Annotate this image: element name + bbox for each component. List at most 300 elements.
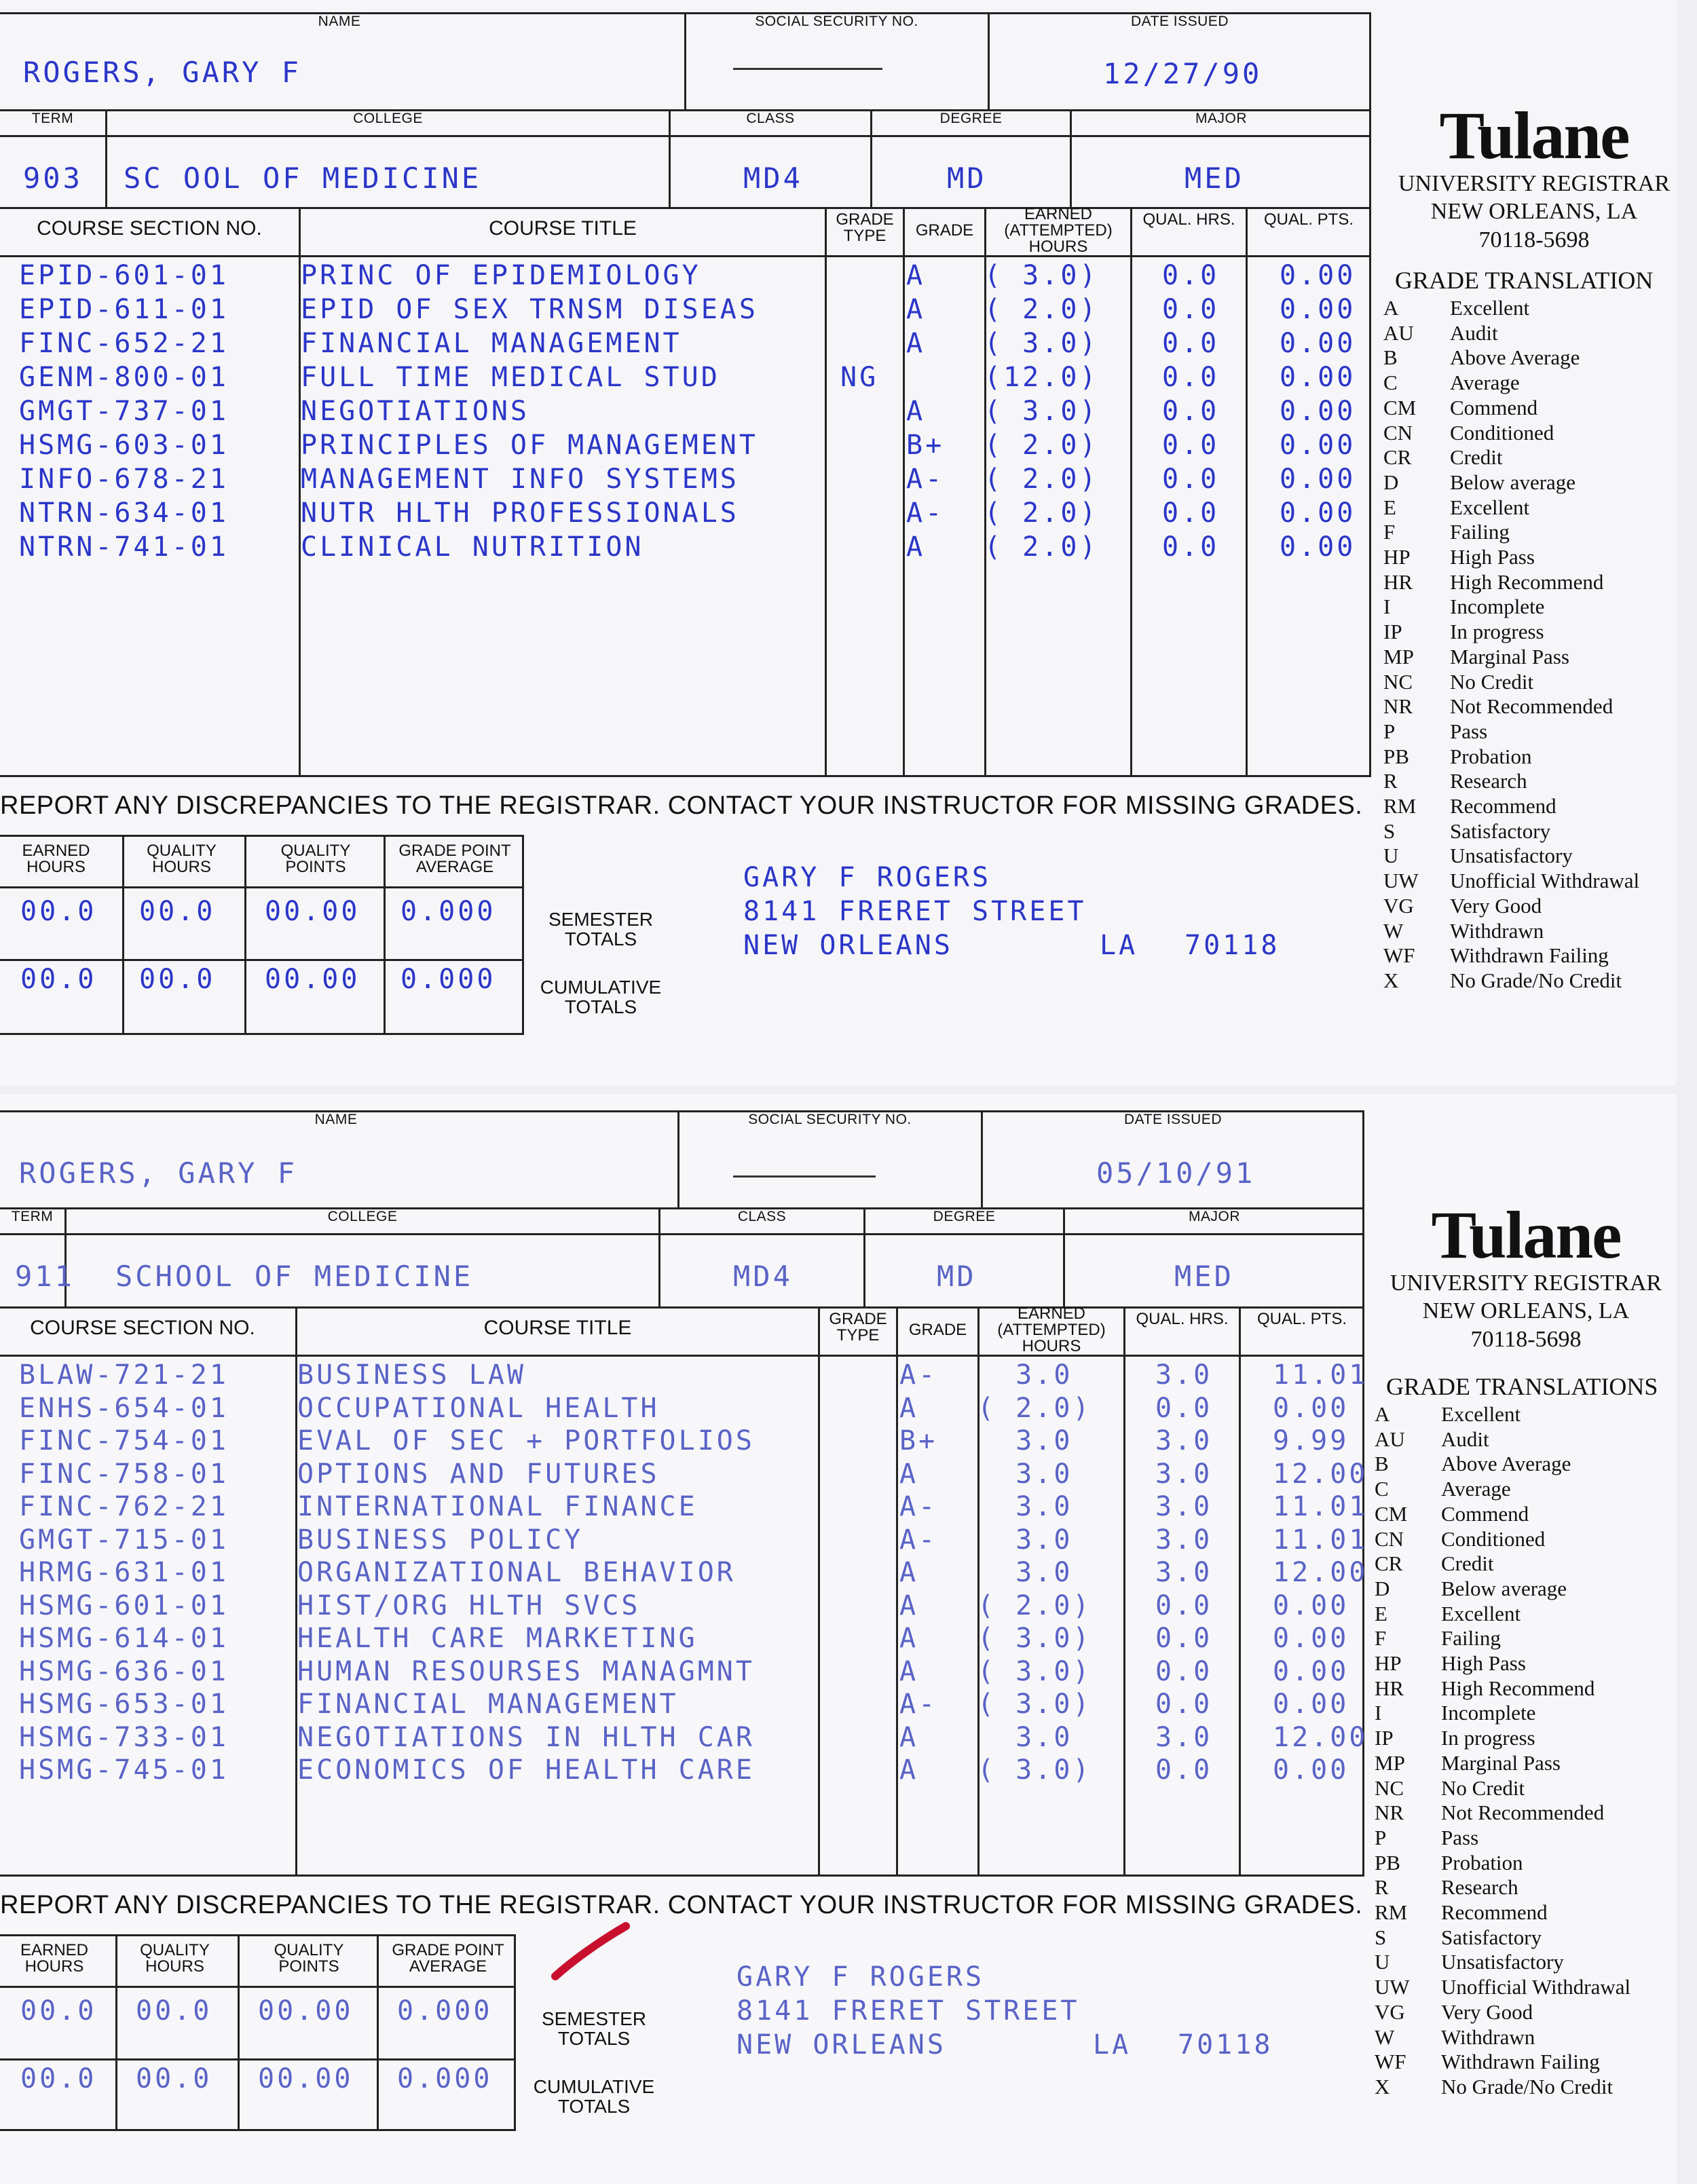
course-grade-type: NG	[840, 362, 879, 393]
grade-meaning: High Recommend	[1441, 1676, 1595, 1700]
grade-translation-item	[1375, 1726, 1630, 1751]
zip-line: 70118-5698	[1470, 1326, 1582, 1352]
zip-line: 70118-5698	[1478, 227, 1590, 252]
grade-code: NR	[1383, 694, 1413, 719]
course-hours: ( 3.0)	[977, 1754, 1092, 1786]
course-qp: 0.00	[1273, 1589, 1349, 1621]
grade-translation-item	[1375, 1851, 1630, 1876]
course-qp: 11.01	[1273, 1491, 1368, 1522]
course-hours: ( 3.0)	[984, 260, 1099, 291]
grade-translation-item	[1375, 1950, 1630, 1975]
course-hours: 3.0	[977, 1524, 1073, 1556]
course-section: NTRN-741-01	[19, 531, 229, 563]
grade-code: RM	[1375, 1900, 1408, 1925]
grade-meaning: Commend	[1450, 395, 1538, 419]
grade-meaning: Very Good	[1441, 1999, 1533, 2024]
semester-qh: 00.0	[136, 1995, 212, 2027]
course-qp: 12.00	[1273, 1557, 1368, 1588]
grade-translation-item	[1375, 1826, 1630, 1851]
course-hours: 3.0	[977, 1491, 1073, 1522]
grade-translation-item	[1383, 794, 1639, 819]
grade-meaning: Excellent	[1450, 495, 1530, 519]
course-hours: ( 2.0)	[984, 497, 1099, 529]
grade-meaning: Credit	[1441, 1551, 1494, 1576]
grade-meaning: Not Recommended	[1450, 694, 1614, 719]
semester-qh: 00.0	[139, 896, 216, 927]
course-qp: 0.00	[1273, 1623, 1349, 1654]
grade-meaning: Unsatisfactory	[1441, 1950, 1564, 1974]
grade-code: CN	[1375, 1526, 1404, 1551]
grade-meaning: Recommend	[1450, 794, 1556, 818]
course-section: NTRN-634-01	[19, 497, 229, 529]
course-hours: (12.0)	[984, 362, 1099, 393]
grade-meaning: No Credit	[1450, 669, 1534, 694]
grade-meaning: Commend	[1441, 1501, 1529, 1526]
course-qp: 0.00	[1273, 1655, 1349, 1687]
grade-meaning: Research	[1441, 1875, 1518, 1900]
grade-translation-item	[1375, 2050, 1630, 2075]
major-label: MAJOR	[1189, 1209, 1240, 1224]
address-line1: GARY F ROGERS	[743, 862, 992, 893]
city-line: NEW ORLEANS, LA	[1422, 1298, 1630, 1324]
course-qh: 3.0	[1155, 1425, 1213, 1456]
grade-translation-item	[1383, 919, 1639, 944]
grade-code: U	[1383, 844, 1399, 868]
grade-code: C	[1383, 371, 1398, 395]
grade-code: P	[1375, 1825, 1387, 1849]
course-grade: A	[899, 1589, 919, 1621]
course-qh: 0.0	[1155, 1689, 1213, 1720]
grade-translation-item	[1375, 1577, 1630, 1602]
grade-code: X	[1383, 968, 1399, 992]
course-qh: 0.0	[1162, 531, 1220, 563]
course-section: FINC-758-01	[19, 1458, 229, 1490]
grade-translation-item	[1383, 645, 1639, 670]
course-section: EPID-601-01	[19, 260, 229, 291]
course-qh: 0.0	[1155, 1623, 1213, 1654]
term-label: TERM	[31, 111, 74, 126]
grade-meaning: Marginal Pass	[1441, 1750, 1561, 1775]
grade-code: U	[1375, 1950, 1390, 1974]
course-title: PRINC OF EPIDEMIOLOGY	[301, 260, 701, 291]
grade-code: D	[1375, 1576, 1390, 1600]
grade-translation-item	[1375, 1651, 1630, 1676]
course-qp: 0.00	[1280, 464, 1356, 495]
course-title: ORGANIZATIONAL BEHAVIOR	[297, 1557, 736, 1588]
course-qh: 0.0	[1162, 396, 1220, 427]
course-qp: 0.00	[1280, 396, 1356, 427]
grade-translation-list	[1375, 1402, 1630, 2100]
course-grade: A-	[899, 1359, 938, 1391]
grade-translation-item	[1375, 1701, 1630, 1726]
grade-report-card-2	[0, 1094, 1677, 2184]
course-hours: 3.0	[977, 1425, 1073, 1456]
grade-code: B	[1383, 345, 1398, 370]
registrar-line: UNIVERSITY REGISTRAR	[1398, 171, 1671, 196]
course-title: OPTIONS AND FUTURES	[297, 1458, 660, 1490]
grade-code: A	[1375, 1402, 1390, 1426]
course-qh: 3.0	[1155, 1557, 1213, 1588]
course-qh: 0.0	[1155, 1655, 1213, 1687]
course-qh: 3.0	[1155, 1359, 1213, 1391]
course-qp: 0.00	[1273, 1754, 1349, 1786]
grade-meaning: Excellent	[1441, 1601, 1521, 1625]
course-section: GENM-800-01	[19, 362, 229, 393]
grade-code: CR	[1375, 1551, 1403, 1576]
course-grade: A	[906, 396, 926, 427]
grade-meaning: Credit	[1450, 445, 1503, 470]
grade-translation-item	[1383, 321, 1639, 346]
grade-meaning: Below average	[1441, 1576, 1567, 1600]
course-qp: 0.00	[1273, 1689, 1349, 1720]
tulane-logo: Tulane	[1431, 1197, 1621, 1273]
grade-code: CR	[1383, 445, 1412, 470]
grade-translation-item	[1383, 296, 1639, 321]
grade-translation-item	[1375, 1402, 1630, 1427]
grade-meaning: Unofficial Withdrawal	[1450, 869, 1640, 893]
grade-meaning: Unofficial Withdrawal	[1441, 1975, 1631, 1999]
course-title: INTERNATIONAL FINANCE	[297, 1491, 698, 1522]
grade-code: CM	[1383, 395, 1417, 419]
grade-code: IP	[1375, 1726, 1394, 1750]
ssn-redacted	[733, 1175, 876, 1178]
discrepancy-notice: REPORT ANY DISCREPANCIES TO THE REGISTRAR. CONTACT YOUR INSTRUCTOR FOR MISSING GRADES.	[0, 791, 1363, 820]
course-title: BUSINESS LAW	[297, 1359, 526, 1391]
grade-meaning: Average	[1441, 1477, 1511, 1501]
cumulative-totals-label: CUMULATIVE TOTALS	[533, 2076, 655, 2117]
date-issued: 12/27/90	[1103, 57, 1263, 90]
course-section: BLAW-721-21	[19, 1359, 229, 1391]
col-grade-type: GRADE TYPE	[836, 210, 894, 245]
course-qp: 12.00	[1273, 1458, 1368, 1490]
course-title: FINANCIAL MANAGEMENT	[301, 328, 682, 359]
course-section: INFO-678-21	[19, 464, 229, 495]
course-hours: ( 2.0)	[977, 1392, 1092, 1424]
cumulative-qh: 00.0	[136, 2063, 212, 2094]
col-grade: GRADE	[915, 221, 974, 240]
course-qh: 0.0	[1162, 260, 1220, 291]
semester-gpa: 0.000	[397, 1995, 493, 2027]
grade-meaning: Probation	[1450, 744, 1532, 768]
major: MED	[1185, 162, 1244, 195]
course-hours: ( 3.0)	[984, 396, 1099, 427]
grade-translation-item	[1383, 719, 1639, 745]
semester-totals-label: SEMESTER TOTALS	[548, 909, 654, 950]
grade-code: PB	[1375, 1850, 1400, 1875]
course-qh: 0.0	[1155, 1392, 1213, 1424]
grade-meaning: Satisfactory	[1441, 1925, 1542, 1949]
course-hours: ( 2.0)	[977, 1589, 1092, 1621]
course-qp: 0.00	[1280, 362, 1356, 393]
course-grade: A-	[899, 1491, 938, 1522]
ssn-label: SOCIAL SECURITY NO.	[755, 14, 918, 29]
grade-meaning: No Grade/No Credit	[1450, 968, 1622, 992]
college-label: COLLEGE	[327, 1209, 398, 1224]
course-grade: A	[899, 1721, 919, 1753]
course-hours: ( 2.0)	[984, 294, 1099, 325]
grade-code: I	[1375, 1701, 1382, 1725]
grade-code: F	[1383, 520, 1396, 544]
grade-translation-item	[1375, 2025, 1630, 2050]
grade-code: MP	[1375, 1750, 1405, 1775]
course-qp: 0.00	[1280, 430, 1356, 461]
date-issued-label: DATE ISSUED	[1124, 1112, 1222, 1127]
semester-earned: 00.0	[20, 896, 97, 927]
grade-meaning: Incomplete	[1441, 1701, 1536, 1725]
course-section: HSMG-745-01	[19, 1754, 229, 1786]
grade-translation-item	[1383, 520, 1639, 545]
course-title: PRINCIPLES OF MANAGEMENT	[301, 430, 758, 461]
grade-translation-item	[1383, 345, 1639, 371]
grade-code: UW	[1375, 1975, 1410, 1999]
grade-code: PB	[1383, 744, 1409, 768]
grade-translation-item	[1375, 1477, 1630, 1502]
course-section: FINC-652-21	[19, 328, 229, 359]
name-label: NAME	[318, 14, 361, 29]
course-title: HEALTH CARE MARKETING	[297, 1623, 698, 1654]
course-qh: 3.0	[1155, 1458, 1213, 1490]
course-qh: 0.0	[1155, 1589, 1213, 1621]
grade-meaning: Satisfactory	[1450, 818, 1551, 843]
grade-translation-item	[1383, 495, 1639, 521]
course-section: HSMG-636-01	[19, 1655, 229, 1687]
totals-qp-label: QUALITY POINTS	[274, 1941, 344, 1976]
course-qp: 0.00	[1280, 531, 1356, 563]
cumulative-gpa: 0.000	[400, 964, 496, 995]
course-grade: A	[899, 1754, 919, 1786]
grade-translation-item	[1383, 819, 1639, 844]
course-qp: 9.99	[1273, 1425, 1349, 1456]
grade-meaning: In progress	[1450, 620, 1544, 644]
grade-meaning: Marginal Pass	[1450, 644, 1569, 669]
grade-code: P	[1383, 719, 1396, 743]
course-qh: 0.0	[1162, 294, 1220, 325]
grade-code: R	[1375, 1875, 1389, 1900]
address-city: NEW ORLEANS	[743, 930, 953, 961]
grade-translation-item	[1375, 1875, 1630, 1900]
course-qh: 3.0	[1155, 1721, 1213, 1753]
address-zip: 70118	[1178, 2029, 1273, 2060]
grade-code: C	[1375, 1477, 1389, 1501]
grade-translation-item	[1383, 595, 1639, 620]
course-grade: A-	[899, 1689, 938, 1720]
course-title: CLINICAL NUTRITION	[301, 531, 644, 563]
grade-meaning: No Credit	[1441, 1775, 1525, 1800]
course-section: ENHS-654-01	[19, 1392, 229, 1424]
grade-meaning: Not Recommended	[1441, 1801, 1605, 1825]
address-state: LA	[1100, 930, 1138, 961]
discrepancy-notice: REPORT ANY DISCREPANCIES TO THE REGISTRAR. CONTACT YOUR INSTRUCTOR FOR MISSING GRADES.	[0, 1891, 1363, 1919]
course-title: NEGOTIATIONS IN HLTH CAR	[297, 1721, 755, 1753]
grade-translation-item	[1375, 1452, 1630, 1477]
cumulative-totals-label: CUMULATIVE TOTALS	[540, 977, 662, 1018]
course-grade: A-	[906, 497, 945, 529]
course-hours: 3.0	[977, 1557, 1073, 1588]
class: MD4	[733, 1260, 793, 1293]
course-qp: 0.00	[1280, 294, 1356, 325]
registrar-line: UNIVERSITY REGISTRAR	[1390, 1270, 1662, 1296]
course-qp: 0.00	[1280, 328, 1356, 359]
grade-code: HP	[1383, 545, 1411, 569]
ssn-redacted	[733, 68, 882, 70]
grade-translation-item	[1383, 570, 1639, 595]
semester-totals-label: SEMESTER TOTALS	[541, 2008, 647, 2050]
course-grade: A-	[906, 464, 945, 495]
cumulative-gpa: 0.000	[397, 2063, 493, 2094]
col-grade-type: GRADE TYPE	[829, 1310, 887, 1344]
course-qp: 0.00	[1280, 497, 1356, 529]
college: SC OOL OF MEDICINE	[124, 162, 482, 195]
term: 903	[23, 162, 83, 195]
grade-translation-item	[1383, 745, 1639, 770]
grade-translation-item	[1375, 1427, 1630, 1452]
address-line1: GARY F ROGERS	[736, 1961, 985, 1993]
col-qual-hrs: QUAL. HRS.	[1142, 210, 1235, 229]
grade-code: HP	[1375, 1651, 1402, 1676]
course-grade: A	[899, 1623, 919, 1654]
grade-code: NC	[1383, 669, 1413, 694]
semester-qp: 00.00	[265, 896, 360, 927]
grade-translation-item	[1375, 1801, 1630, 1826]
grade-meaning: Withdrawn	[1441, 2025, 1535, 2049]
grade-meaning: Recommend	[1441, 1900, 1548, 1925]
course-hours: 3.0	[977, 1359, 1073, 1391]
course-qh: 0.0	[1155, 1754, 1213, 1786]
class: MD4	[743, 162, 803, 195]
grade-translation-item	[1383, 769, 1639, 794]
grade-meaning: Below average	[1450, 470, 1576, 494]
address-line2: 8141 FRERET STREET	[743, 896, 1087, 927]
grade-translation-item	[1383, 694, 1639, 719]
grade-translation-item	[1383, 445, 1639, 470]
course-section: GMGT-737-01	[19, 396, 229, 427]
course-section: GMGT-715-01	[19, 1524, 229, 1556]
col-earned: EARNED (ATTEMPTED) HOURS	[997, 1304, 1106, 1355]
course-title: NUTR HLTH PROFESSIONALS	[301, 497, 739, 529]
grade-code: B	[1375, 1452, 1389, 1476]
course-title: BUSINESS POLICY	[297, 1524, 584, 1556]
course-title: OCCUPATIONAL HEALTH	[297, 1392, 660, 1424]
grade-code: S	[1383, 818, 1396, 843]
grade-meaning: Withdrawn Failing	[1441, 2050, 1600, 2074]
cumulative-earned: 00.0	[20, 2063, 97, 2094]
course-section: HSMG-601-01	[19, 1589, 229, 1621]
course-title: FULL TIME MEDICAL STUD	[301, 362, 720, 393]
totals-gpa-label: GRADE POINT AVERAGE	[398, 842, 511, 876]
grade-translation-item	[1375, 1925, 1630, 1951]
grade-code: AU	[1375, 1427, 1405, 1451]
address-state: LA	[1093, 2029, 1132, 2060]
course-title: NEGOTIATIONS	[301, 396, 529, 427]
grade-meaning: Above Average	[1441, 1452, 1571, 1476]
major-label: MAJOR	[1195, 111, 1247, 126]
course-section: HSMG-603-01	[19, 430, 229, 461]
grade-meaning: Incomplete	[1450, 595, 1545, 619]
major: MED	[1174, 1260, 1234, 1293]
totals-earned-label: EARNED HOURS	[22, 842, 90, 876]
city-line: NEW ORLEANS, LA	[1430, 199, 1638, 225]
grade-code: WF	[1383, 943, 1415, 968]
grade-code: CN	[1383, 420, 1413, 445]
col-qual-hrs: QUAL. HRS.	[1136, 1310, 1229, 1328]
grade-meaning: Very Good	[1450, 893, 1542, 918]
address-zip: 70118	[1185, 930, 1280, 961]
course-qh: 3.0	[1155, 1491, 1213, 1522]
grade-meaning: In progress	[1441, 1726, 1535, 1750]
course-grade: B+	[899, 1425, 938, 1456]
tulane-branding	[1378, 98, 1677, 254]
course-hours: 3.0	[977, 1458, 1073, 1490]
grade-translation-item	[1375, 1776, 1630, 1801]
course-qp: 11.01	[1273, 1524, 1368, 1556]
course-title: MANAGEMENT INFO SYSTEMS	[301, 464, 739, 495]
grade-code: HR	[1375, 1676, 1404, 1700]
grade-meaning: No Grade/No Credit	[1441, 2074, 1614, 2098]
course-grade: A	[899, 1458, 919, 1490]
grade-code: NR	[1375, 1801, 1404, 1825]
grade-meaning: Average	[1450, 371, 1520, 395]
course-grade: A	[906, 294, 926, 325]
grade-code: MP	[1383, 644, 1414, 669]
grade-code: CM	[1375, 1501, 1408, 1526]
col-title: COURSE TITLE	[483, 1317, 632, 1339]
grade-code: VG	[1375, 1999, 1405, 2024]
course-qp: 12.00	[1273, 1721, 1368, 1753]
course-qh: 0.0	[1162, 464, 1220, 495]
grade-translation-item	[1375, 2075, 1630, 2100]
grade-code: D	[1383, 470, 1399, 494]
course-section: HSMG-733-01	[19, 1721, 229, 1753]
course-section: FINC-762-21	[19, 1491, 229, 1522]
grade-translation-title: GRADE TRANSLATION	[1395, 267, 1654, 294]
totals-earned-label: EARNED HOURS	[20, 1941, 89, 1976]
course-grade: A	[906, 328, 926, 359]
grade-code: X	[1375, 2074, 1390, 2098]
grade-translation-item	[1375, 1502, 1630, 1527]
grade-code: E	[1375, 1601, 1387, 1625]
grade-meaning: High Recommend	[1450, 569, 1604, 594]
grade-code: AU	[1383, 320, 1414, 345]
course-qh: 3.0	[1155, 1524, 1213, 1556]
course-title: FINANCIAL MANAGEMENT	[297, 1689, 679, 1720]
grade-translation-item	[1383, 844, 1639, 869]
grade-meaning: Withdrawn	[1450, 918, 1544, 943]
grade-meaning: Failing	[1441, 1626, 1501, 1651]
grade-meaning: Excellent	[1441, 1402, 1521, 1426]
tulane-branding	[1370, 1197, 1677, 1353]
course-grade: A	[899, 1392, 919, 1424]
totals-qh-label: QUALITY HOURS	[140, 1941, 210, 1976]
grade-meaning: Excellent	[1450, 296, 1530, 320]
term-label: TERM	[11, 1209, 54, 1224]
col-grade: GRADE	[908, 1321, 967, 1339]
course-grade: A	[906, 260, 926, 291]
grade-translation-item	[1383, 371, 1639, 396]
course-hours: ( 2.0)	[984, 464, 1099, 495]
course-section: HSMG-653-01	[19, 1689, 229, 1720]
cumulative-earned: 00.0	[20, 964, 97, 995]
course-grade: A	[899, 1557, 919, 1588]
grade-meaning: Conditioned	[1441, 1526, 1546, 1551]
grade-translation-item	[1383, 894, 1639, 919]
course-title: EPID OF SEX TRNSM DISEAS	[301, 294, 758, 325]
grade-translation-item	[1383, 470, 1639, 495]
grade-code: W	[1383, 918, 1404, 943]
course-title: HIST/ORG HLTH SVCS	[297, 1589, 641, 1621]
grade-code: WF	[1375, 2050, 1406, 2074]
red-check-mark	[550, 1922, 631, 1983]
grade-translation-title: GRADE TRANSLATIONS	[1386, 1373, 1658, 1400]
